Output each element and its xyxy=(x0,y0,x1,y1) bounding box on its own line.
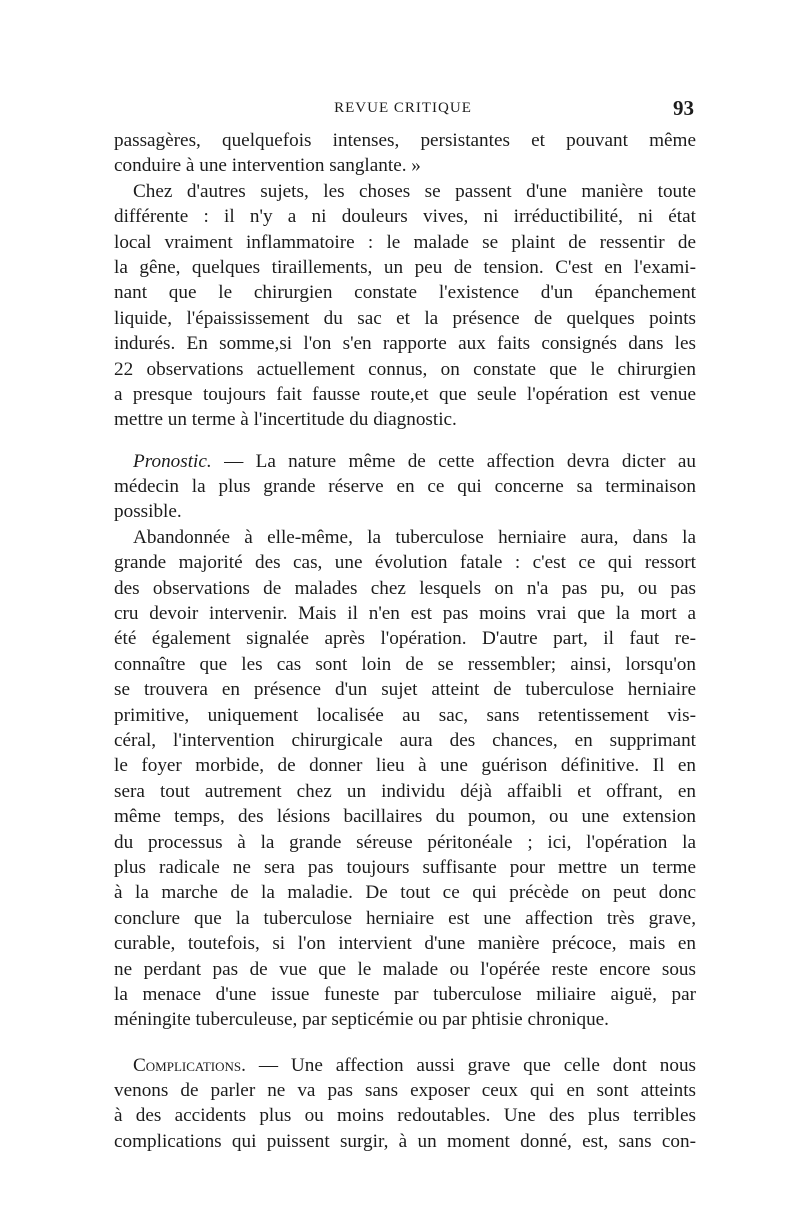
text-line: 22 observations actuellement connus, on constate que le chirurgien xyxy=(114,358,696,380)
text-line xyxy=(114,1053,696,1078)
text-line: différente : il n'y a ni douleurs vives, ni irréductibilité, ni état xyxy=(114,206,696,228)
text-line: ne perdant pas de vue que le malade ou l'opérée reste encore sous xyxy=(114,958,696,980)
text-line: à la marche de la maladie. De tout ce qui précède on peut donc xyxy=(114,882,696,904)
page-number: 93 xyxy=(673,96,694,120)
text-line: la menace d'une issue funeste par tuberculose miliaire aiguë, par xyxy=(114,983,696,1005)
text-line: venons de parler ne va pas sans exposer ceux qui en sont atteints xyxy=(114,1080,696,1102)
text-line: complications qui puissent surgir, à un moment donné, est, sans con- xyxy=(114,1130,696,1152)
text-line xyxy=(114,449,696,474)
paragraph-other-subjects xyxy=(114,179,696,433)
heading-continuation: — Une affection aussi grave que celle dont nous xyxy=(258,1054,697,1076)
text-line: connaître que les cas sont loin de se ressembler; ainsi, lorsqu'on xyxy=(114,653,696,675)
text-line: passagères, quelquefois intenses, persistantes et pouvant même xyxy=(114,130,696,151)
text-line: se trouvera en présence d'un sujet atteint de tuberculose herniaire xyxy=(114,679,696,701)
text-line: possible. xyxy=(114,501,182,523)
text-line: nant que le chirurgien constate l'existence d'un épanchement xyxy=(114,282,696,304)
text-line: grande majorité des cas, une évolution fatale : c'est ce qui ressort xyxy=(114,552,696,574)
text-line: le foyer morbide, de donner lieu à une guérison définitive. Il en xyxy=(114,755,696,777)
paragraph-complications xyxy=(114,1053,696,1155)
text-line: à des accidents plus ou moins redoutables. Une des plus terribles xyxy=(114,1105,696,1127)
text-line: local vraiment inflammatoire : le malade se plaint de ressentir de xyxy=(114,231,696,253)
running-title: REVUE CRITIQUE xyxy=(334,100,472,116)
body-text xyxy=(114,128,696,1154)
running-header xyxy=(112,96,694,122)
text-line: été également signalée après l'opération. D'autre part, il faut re- xyxy=(114,628,696,650)
text-line: conclure que la tuberculose herniaire est une affection très grave, xyxy=(114,907,696,929)
text-line: méningite tuberculeuse, par septicémie ou par phtisie chronique. xyxy=(114,1009,609,1031)
text-line: plus radicale ne sera pas toujours suffisante pour mettre un terme xyxy=(114,856,696,878)
text-line: cru devoir intervenir. Mais il n'en est pas moins vrai que la mort a xyxy=(114,603,696,625)
text-line: liquide, l'épaississement du sac et la présence de quelques points xyxy=(114,307,696,329)
text-line: du processus à la grande séreuse péritonéale ; ici, l'opération la xyxy=(114,831,696,853)
text-line: indurés. En somme,si l'on s'en rapporte aux faits consignés dans les xyxy=(114,333,696,355)
paragraph-quote-end xyxy=(114,128,696,179)
heading-continuation: — La nature même de cette affection devra dicter au xyxy=(224,450,697,472)
text-line: sera tout autrement chez un individu déjà affaibli et offrant, en xyxy=(114,780,696,802)
text-line: Abandonnée à elle-même, la tuberculose herniaire aura, dans la xyxy=(133,526,696,548)
text-line: céral, l'intervention chirurgicale aura des chances, en supprimant xyxy=(114,729,696,751)
text-line: curable, toutefois, si l'on intervient d'une manière précoce, mais en xyxy=(114,933,696,955)
text-line: primitive, uniquement localisée au sac, sans retentissement vis- xyxy=(114,704,696,726)
text-line: Chez d'autres sujets, les choses se passent d'une manière toute xyxy=(133,180,696,202)
text-line: même temps, des lésions bacillaires du poumon, ou une extension xyxy=(114,806,696,828)
text-line: conduire à une intervention sanglante. » xyxy=(114,155,421,177)
section-heading-complications: Complications. xyxy=(133,1054,246,1076)
section-heading-pronostic: Pronostic. xyxy=(133,450,212,472)
text-line: des observations de malades chez lesquels on n'a pas pu, ou pas xyxy=(114,577,696,599)
text-line: a presque toujours fait fausse route,et que seule l'opération est venue xyxy=(114,383,696,405)
text-line: médecin la plus grande réserve en ce qui concerne sa terminaison xyxy=(114,476,696,498)
text-line: la gêne, quelques tiraillements, un peu de tension. C'est en l'exami- xyxy=(114,256,696,278)
paragraph-abandonnee xyxy=(114,525,696,1033)
text-line: mettre un terme à l'incertitude du diagnostic. xyxy=(114,409,457,431)
paragraph-pronostic xyxy=(114,449,696,525)
